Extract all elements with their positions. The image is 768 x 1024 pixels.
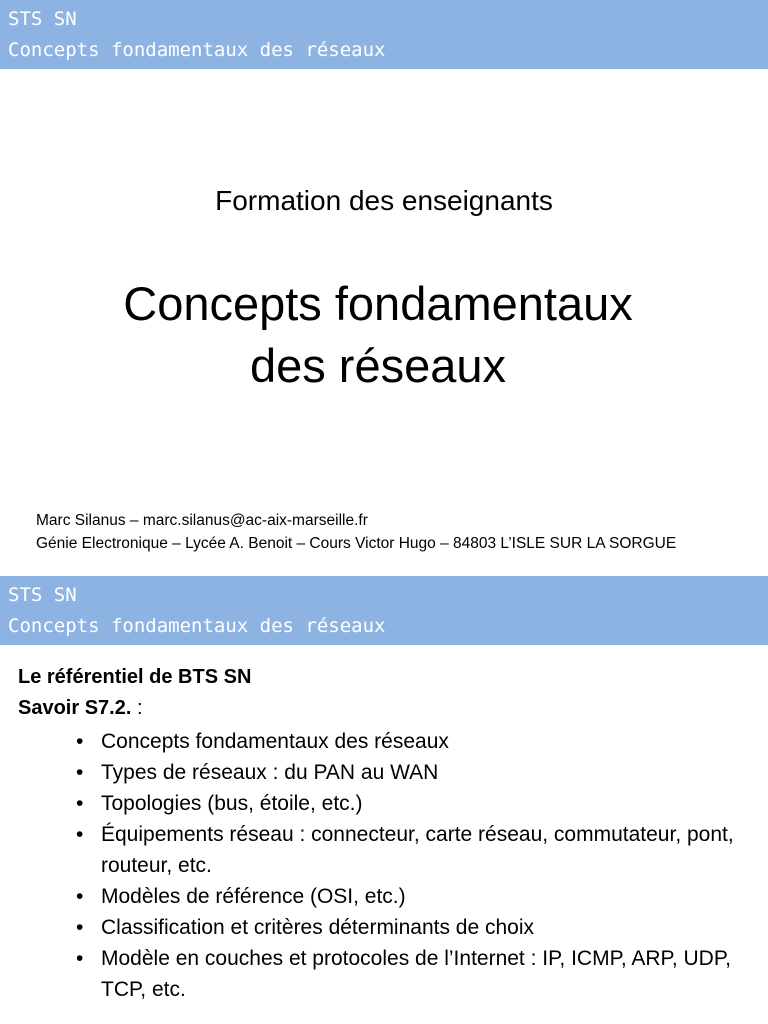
- slide-title-line-2: des réseaux: [249, 339, 507, 392]
- header-banner: [0, 576, 768, 645]
- slide-title: [0, 273, 756, 397]
- bullet-text: Modèle en couches et protocoles de l’Internet : IP, ICMP, ARP, UDP, TCP, etc.: [101, 947, 731, 1001]
- bullet-text: Classification et critères déterminants de choix: [101, 916, 535, 939]
- savoir-heading: [18, 698, 143, 718]
- bullet-text: Concepts fondamentaux des réseaux: [101, 730, 449, 753]
- bullet-icon: •: [76, 885, 84, 908]
- section-heading: Le référentiel de BTS SN: [18, 666, 252, 688]
- bullet-item: [76, 943, 760, 1005]
- banner-course-title: Concepts fondamentaux des réseaux: [8, 39, 386, 61]
- bullet-icon: •: [76, 947, 84, 970]
- author-affiliation: Génie Electronique – Lycée A. Benoit – Cours Victor Hugo – 84803 L’ISLE SUR LA SORGUE: [36, 535, 677, 552]
- slide-title-line-1: Concepts fondamentaux: [123, 277, 633, 330]
- banner-course-code: STS SN: [8, 584, 77, 606]
- bullet-text: Types de réseaux : du PAN au WAN: [101, 761, 439, 784]
- bullet-list: [76, 726, 760, 1005]
- banner-course-title: Concepts fondamentaux des réseaux: [8, 615, 386, 637]
- content-slide: [0, 576, 768, 1024]
- bullet-icon: •: [76, 730, 84, 753]
- header-banner: [0, 0, 768, 69]
- bullet-text: Topologies (bus, étoile, etc.): [101, 792, 363, 815]
- bullet-item: [76, 788, 760, 819]
- banner-course-code: STS SN: [8, 8, 77, 30]
- savoir-label: Savoir S7.2.: [18, 697, 132, 719]
- bullet-item: [76, 726, 760, 757]
- bullet-text: Modèles de référence (OSI, etc.): [101, 885, 406, 908]
- bullet-item: [76, 819, 760, 881]
- savoir-suffix: :: [131, 697, 143, 719]
- bullet-icon: •: [76, 792, 84, 815]
- bullet-item: [76, 912, 760, 943]
- bullet-text: Équipements réseau : connecteur, carte réseau, commutateur, pont, routeur, etc.: [101, 823, 734, 877]
- bullet-item: [76, 881, 760, 912]
- author-contact: Marc Silanus – marc.silanus@ac-aix-marseille.fr: [36, 512, 368, 529]
- slide-subtitle: Formation des enseignants: [215, 185, 553, 216]
- bullet-icon: •: [76, 761, 84, 784]
- bullet-item: [76, 757, 760, 788]
- bullet-icon: •: [76, 823, 84, 846]
- bullet-icon: •: [76, 916, 84, 939]
